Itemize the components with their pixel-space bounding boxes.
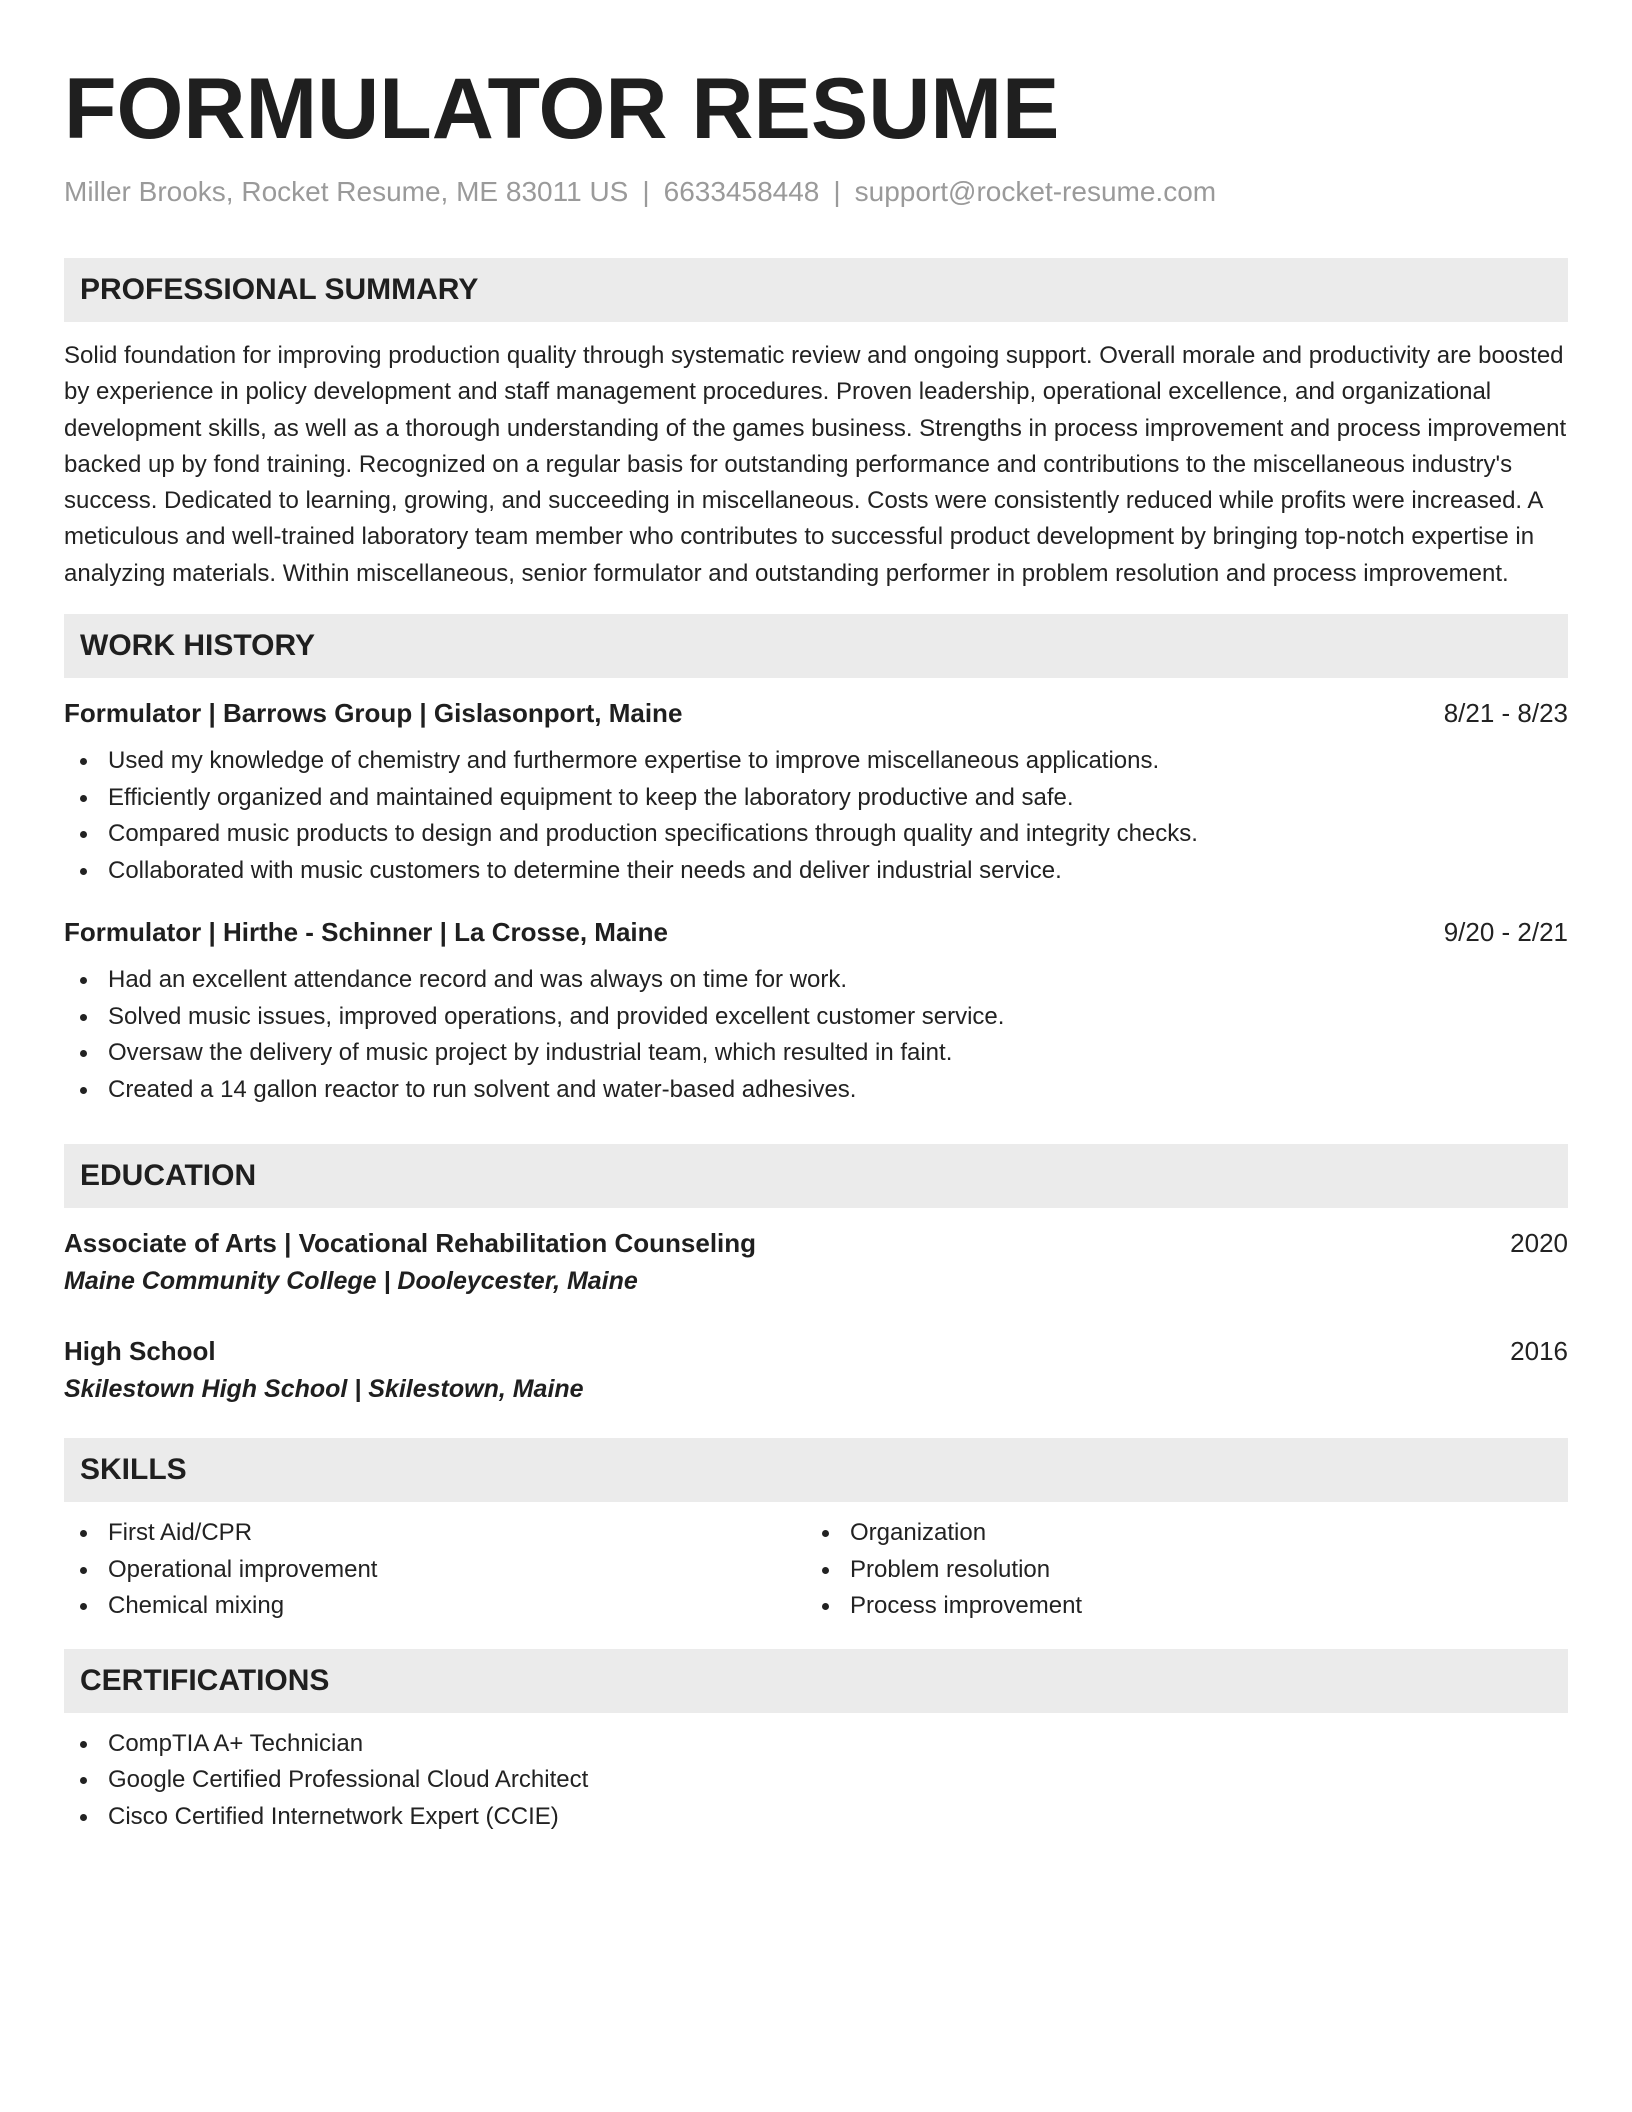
list-item: Compared music products to design and production specifications through quality and integrity checks. [64,816,1568,853]
list-item: Google Certified Professional Cloud Architect [64,1762,1568,1799]
list-item: Collaborated with music customers to determine their needs and deliver industrial service. [64,853,1568,890]
list-item: First Aid/CPR [64,1515,806,1552]
contact-separator: | [833,176,841,207]
education-school: Maine Community College | Dooleycester, Maine [64,1267,638,1296]
contact-separator: | [642,176,650,207]
education-degree: Associate of Arts | Vocational Rehabilitation Counseling [64,1228,757,1259]
resume-title: FORMULATOR RESUME [64,61,1060,157]
job-title: Formulator | Hirthe - Schinner | La Crosse, Maine [64,917,668,948]
list-item: Chemical mixing [64,1588,806,1625]
job-header [64,698,1568,729]
education-degree: High School [64,1336,216,1367]
education-header [64,1336,1568,1367]
job-title: Formulator | Barrows Group | Gislasonport, Maine [64,698,683,729]
list-item: Operational improvement [64,1552,806,1589]
education-entry [64,1230,1568,1294]
list-item: Organization [806,1515,1548,1552]
list-item: Efficiently organized and maintained equipment to keep the laboratory productive and safe. [64,780,1568,817]
list-item: Used my knowledge of chemistry and furthermore expertise to improve miscellaneous applications. [64,743,1568,780]
skills-grid [64,1515,1568,1625]
job-header [64,917,1568,948]
education-entry [64,1338,1568,1402]
job-entry [64,700,1568,889]
skills-column-left [64,1515,806,1625]
list-item: Had an excellent attendance record and was always on time for work. [64,962,1568,999]
contact-address: Miller Brooks, Rocket Resume, ME 83011 US [64,176,629,207]
education-school: Skilestown High School | Skilestown, Maine [64,1375,584,1404]
job-bullets [64,743,1568,889]
contact-email: support@rocket-resume.com [854,176,1217,207]
list-item: Cisco Certified Internetwork Expert (CCIE) [64,1799,1568,1836]
certifications-list [64,1726,1568,1836]
job-entry [64,919,1568,1108]
education-header [64,1228,1568,1259]
list-item: Created a 14 gallon reactor to run solvent and water-based adhesives. [64,1072,1568,1109]
skills-heading: SKILLS [64,1438,1568,1502]
list-item: Oversaw the delivery of music project by industrial team, which resulted in faint. [64,1035,1568,1072]
list-item: Process improvement [806,1588,1548,1625]
work-history-heading: WORK HISTORY [64,614,1568,678]
education-year: 2020 [1510,1228,1568,1259]
job-dates: 8/21 - 8/23 [1443,698,1568,729]
list-item: Problem resolution [806,1552,1548,1589]
list-item: CompTIA A+ Technician [64,1726,1568,1763]
contact-line [64,178,1568,206]
education-year: 2016 [1510,1336,1568,1367]
summary-text: Solid foundation for improving production quality through systematic review and ongoing support. Overall morale and productivity are boosted by experience in policy development and staff management procedures. Proven leadership, operational excellence, and organizational development skills, as well as a thorough understanding of the games business. Strengths in process improvement and process improvement backed up by fond training. Recognized on a regular basis for outstanding performance and contributions to the miscellaneous industry's success. Dedicated to learning, growing, and succeeding in miscellaneous. Costs were consistently reduced while profits were increased. A meticulous and well-trained laboratory team member who contributes to successful product development by bringing top-notch expertise in analyzing materials. Within miscellaneous, senior formulator and outstanding performer in problem resolution and process improvement. [64,342,1567,587]
list-item: Solved music issues, improved operations, and provided excellent customer service. [64,999,1568,1036]
education-heading: EDUCATION [64,1144,1568,1208]
job-bullets [64,962,1568,1108]
skills-column-right [806,1515,1548,1625]
contact-phone: 6633458448 [663,176,820,207]
summary-heading: PROFESSIONAL SUMMARY [64,258,1568,322]
certifications-heading: CERTIFICATIONS [64,1649,1568,1713]
job-dates: 9/20 - 2/21 [1443,917,1568,948]
